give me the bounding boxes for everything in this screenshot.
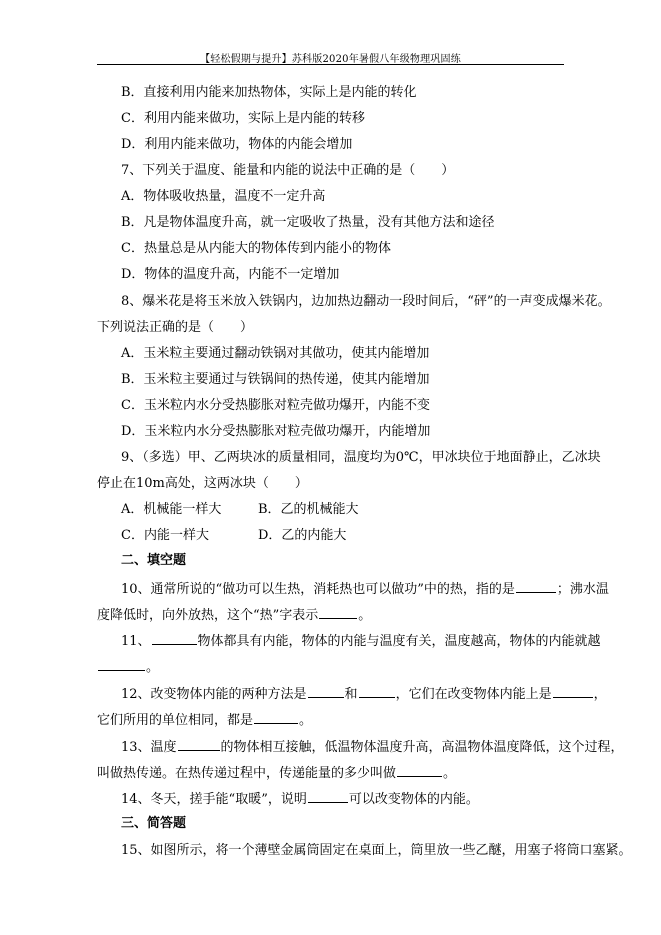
q6-option-d: D．利用内能来做功，物体的内能会增加 [121,137,353,152]
q11-text-c: 。 [146,660,160,675]
q11-blank-2[interactable] [98,658,145,671]
q12-text-e: 它们所用的单位相同，都是 [97,713,254,728]
q12-text-b: 和 [344,687,358,702]
q13-text-c: 叫做热传递。在热传递过程中，传递能量的多少叫做 [97,766,397,781]
q8-option-c: C．玉米粒内水分受热膨胀对粒壳做功爆开，内能不变 [121,398,430,413]
q8-stem-line1: 8、爆米花是将玉米放入铁锅内，边加热边翻动一段时间后，“砰”的一声变成爆米花。 [121,294,611,309]
q6-option-c: C．利用内能来做功，实际上是内能的转移 [121,111,365,126]
q10-text-a: 10、通常所说的“做功可以生热，消耗热也可以做功”中的热，指的是 [121,582,515,597]
q13-line1 [121,738,624,756]
q13-line2 [97,764,456,782]
q7-option-a: A．物体吸收热量，温度不一定升高 [121,189,326,204]
q11-text-a: 11、 [121,634,151,649]
q10-text-b: ；沸水温 [556,582,609,597]
q10-blank-1[interactable] [516,580,556,593]
q12-text-a: 12、改变物体内能的两种方法是 [121,687,307,702]
q10-text-c: 度降低时，向外放热，这个“热”字表示 [97,608,319,623]
q12-text-d: ， [593,687,607,702]
q7-option-c: C．热量总是从内能大的物体传到内能小的物体 [121,241,391,256]
page-header: 【轻松假期与提升】苏科版2020年暑假八年级物理巩固练 [200,54,461,65]
q8-option-b: B．玉米粒主要通过与铁锅间的热传递，使其内能增加 [121,372,430,387]
q12-line2 [97,711,312,729]
q10-blank-2[interactable] [319,606,357,619]
q14-line [121,790,479,808]
q12-text-f: 。 [299,713,313,728]
q7-option-d: D．物体的温度升高，内能不一定增加 [121,267,340,282]
q13-blank-1[interactable] [178,738,220,751]
q14-blank-1[interactable] [308,790,348,803]
q9-option-c: C．内能一样大 [121,528,209,543]
q13-text-b: 的物体相互接触，低温物体温度升高，高温物体温度降低，这个过程， [220,740,624,755]
q12-blank-2[interactable] [359,685,395,698]
q9-stem-line1: 9、（多选）甲、乙两块冰的质量相同，温度均为0℃，甲冰块位于地面静止，乙冰块 [121,450,601,465]
q14-text-b: 可以改变物体的内能。 [348,792,479,807]
q9-option-d: D．乙的内能大 [258,528,347,543]
q10-line1 [121,580,609,598]
section-short-answer-title: 三、简答题 [121,816,187,831]
q12-line1 [121,685,607,703]
q13-blank-2[interactable] [397,764,442,777]
header-divider [97,64,564,65]
q14-text-a: 14、冬天，搓手能“取暖”，说明 [121,792,307,807]
q9-option-b: B．乙的机械能大 [258,502,359,517]
q9-option-a: A．机械能一样大 [121,502,222,517]
q6-option-b: B．直接利用内能来加热物体，实际上是内能的转化 [121,85,417,100]
q8-option-a: A．玉米粒主要通过翻动铁锅对其做功，使其内能增加 [121,346,430,361]
q7-stem: 7、下列关于温度、能量和内能的说法中正确的是（ ） [121,163,455,178]
q15-line1: 15、如图所示，将一个薄壁金属筒固定在桌面上，筒里放一些乙醚，用塞子将筒口塞紧。 [121,843,632,858]
q12-blank-3[interactable] [553,685,593,698]
q12-text-c: ，它们在改变物体内能上是 [395,687,552,702]
q13-text-a: 13、温度 [121,740,177,755]
q10-line2 [97,606,371,624]
q8-option-d: D．玉米粒内水分受热膨胀对粒壳做功爆开，内能增加 [121,424,431,439]
q11-blank-1[interactable] [152,632,197,645]
q11-line2 [97,658,159,676]
q7-option-b: B．凡是物体温度升高，就一定吸收了热量，没有其他方法和途径 [121,215,495,230]
q8-stem-line2: 下列说法正确的是（ ） [97,320,254,335]
q12-blank-4[interactable] [254,711,298,724]
q11-text-b: 物体都具有内能，物体的内能与温度有关，温度越高，物体的内能就越 [197,634,601,649]
q12-blank-1[interactable] [308,685,344,698]
q9-stem-line2: 停止在10m高处，这两冰块（ ） [97,476,308,491]
q11-line1 [121,632,601,650]
q13-text-d: 。 [443,766,457,781]
section-fill-in-title: 二、填空题 [121,553,187,568]
q10-text-d: 。 [358,608,372,623]
